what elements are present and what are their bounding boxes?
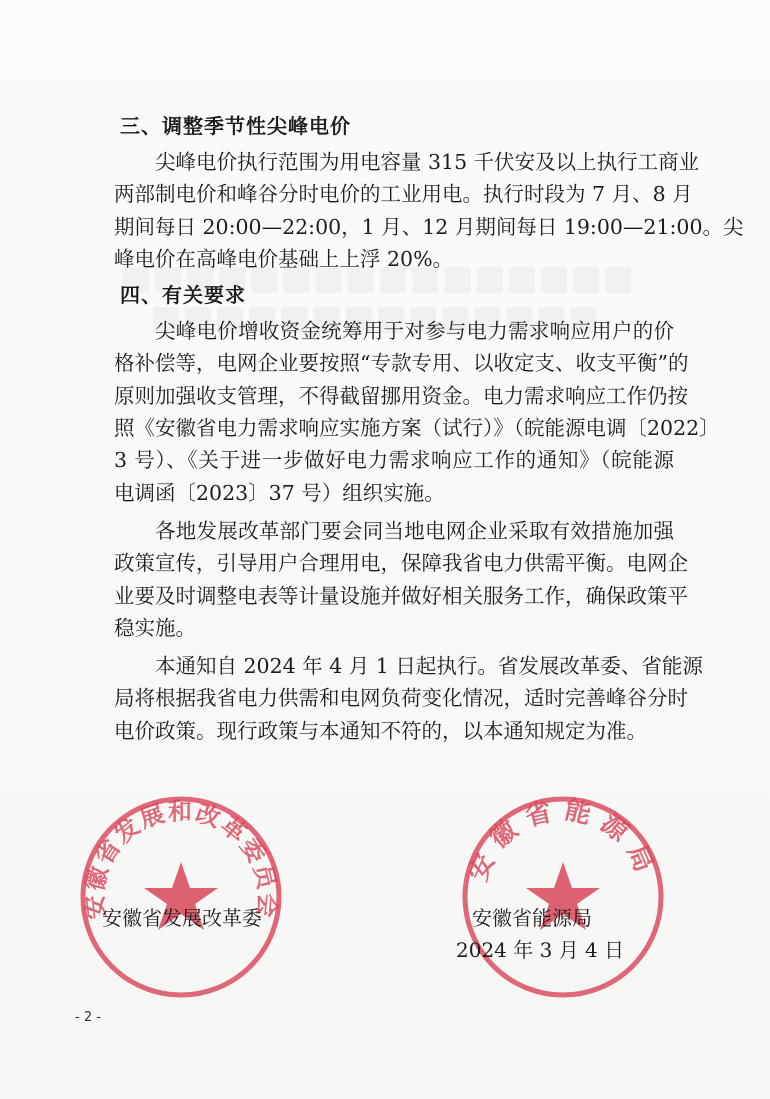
- official-seal-left: [74, 790, 288, 1004]
- text-line: 电价政策。现行政策与本通知不符的，以本通知规定为准。: [114, 718, 647, 743]
- document-body: [114, 112, 744, 753]
- text-line: 局将根据我省电力供需和电网负荷变化情况，适时完善峰谷分时: [114, 686, 688, 711]
- text-line: 政策宣传，引导用户合理用电，保障我省电力供需平衡。电网企: [114, 551, 688, 576]
- paragraph: [114, 315, 720, 509]
- section-heading: 三、调整季节性尖峰电价: [120, 114, 351, 138]
- paragraph: [114, 515, 688, 644]
- text-line: 稳实施。: [114, 615, 196, 640]
- text-line: 照《安徽省电力需求响应实施方案（试行）》（皖能源电调〔2022〕: [114, 416, 720, 441]
- text-line: 3 号）、《关于进一步做好电力需求响应工作的通知》（皖能源: [114, 448, 674, 473]
- text-line: 电调函〔2023〕37 号）组织实施。: [114, 480, 445, 505]
- text-line: 原则加强收支管理，不得截留挪用资金。电力需求响应工作仍按: [114, 383, 688, 408]
- text-line: 格补偿等，电网企业要按照“专款专用、以收定支、收支平衡”的: [114, 351, 689, 376]
- section-heading: 四、有关要求: [120, 283, 246, 308]
- text-line: 各地发展改革部门要会同当地电网企业采取有效措施加强: [155, 518, 674, 543]
- paragraph: [114, 146, 744, 275]
- text-line: 尖峰电价执行范围为用电容量 315 千伏安及以上执行工商业: [155, 150, 700, 174]
- signature-left: 安徽省发展改革委: [102, 906, 262, 930]
- issue-date: 2024 年 3 月 4 日: [456, 938, 625, 962]
- text-line: 两部制电价和峰谷分时电价的工业用电。执行时段为 7 月、8 月: [114, 182, 693, 207]
- signature-right: 安徽省能源局: [472, 906, 592, 930]
- text-line: 业要及时调整电表等计量设施并做好相关服务工作，确保政策平: [114, 583, 688, 608]
- seal-right-text: 安徽省能源局: [463, 795, 663, 886]
- text-line: 峰电价在高峰电价基础上上浮 20%。: [114, 246, 454, 271]
- seal-left-text: 安徽省发展和改革委员会: [80, 797, 282, 921]
- page-number: - 2 -: [75, 1010, 101, 1025]
- text-line: 尖峰电价增收资金统筹用于对参与电力需求响应用户的价: [155, 319, 674, 344]
- text-line: 本通知自 2024 年 4 月 1 日起执行。省发展改革委、省能源: [155, 654, 703, 679]
- official-seal-right: [456, 790, 670, 1004]
- text-line: 期间每日 20:00—22:00，1 月、12 月期间每日 19:00—21:00。尖: [114, 214, 744, 239]
- paragraph: [114, 650, 703, 747]
